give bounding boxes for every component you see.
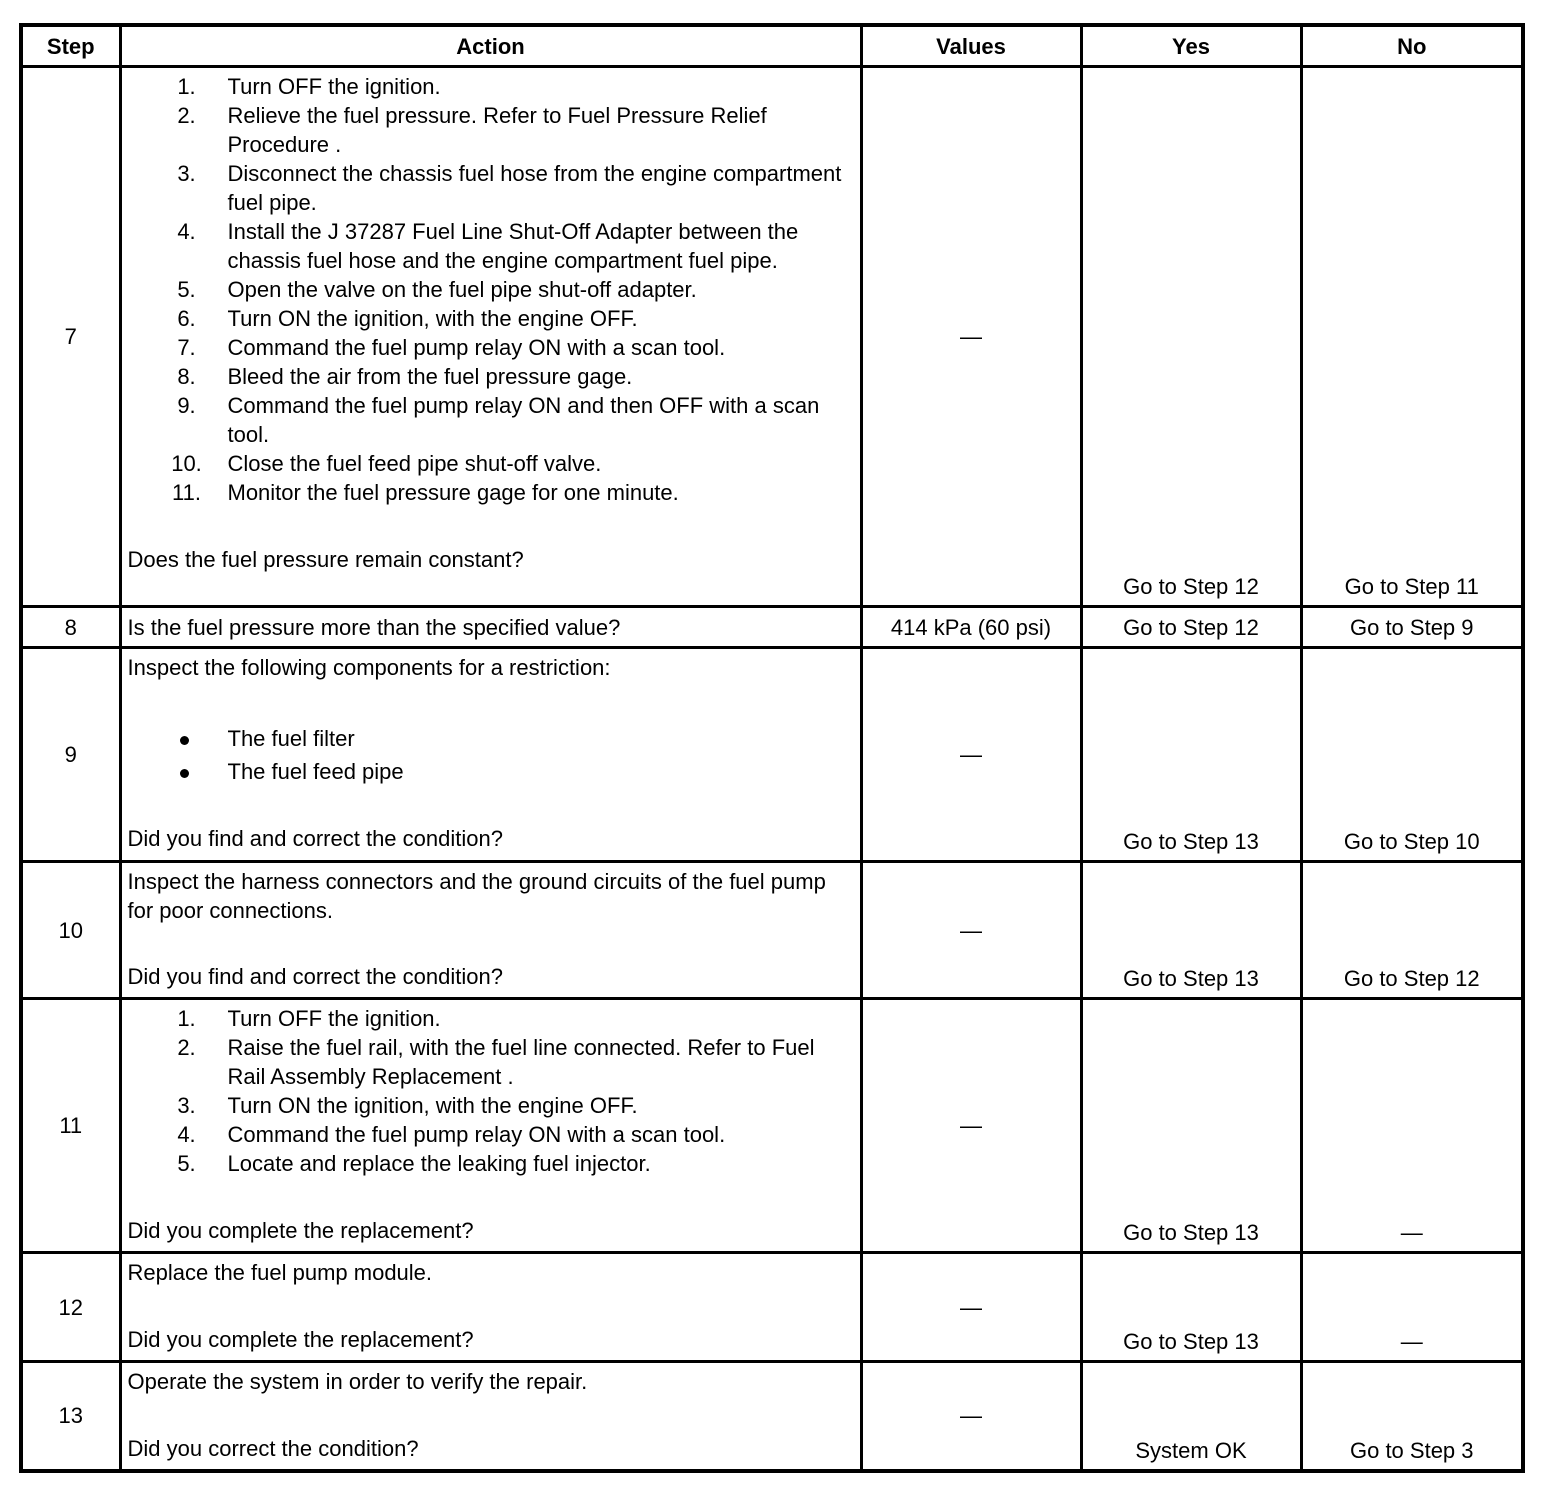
- table-row: [21, 1362, 1523, 1471]
- step-number: 10: [21, 862, 120, 999]
- component-list: [128, 724, 854, 786]
- step-number: 11: [21, 999, 120, 1253]
- header-values: Values: [861, 25, 1081, 67]
- procedure-step: 2. Raise the fuel rail, with the fuel line connected. Refer to Fuel Rail Assembly Replacement .: [177, 1035, 815, 1089]
- list-item: The fuel feed pipe: [128, 757, 854, 786]
- step-question: Did you complete the replacement?: [127, 1218, 474, 1243]
- step-question: Did you correct the condition?: [127, 1436, 419, 1461]
- header-action: Action: [120, 25, 861, 67]
- header-yes: Yes: [1081, 25, 1301, 67]
- yes-cell: Go to Step 13: [1081, 862, 1301, 999]
- procedure-step: 5. Open the valve on the fuel pipe shut-off adapter.: [177, 277, 697, 302]
- step-number: 13: [21, 1362, 120, 1471]
- step-question: Did you find and correct the condition?: [127, 826, 503, 851]
- no-cell: Go to Step 11: [1301, 67, 1523, 607]
- header-row: [21, 25, 1523, 67]
- table-row: [21, 67, 1523, 607]
- list-item: The fuel filter: [128, 724, 854, 753]
- procedure-step: 10. Close the fuel feed pipe shut-off valve.: [171, 451, 602, 476]
- procedure-step: 4. Install the J 37287 Fuel Line Shut-Off Adapter between the chassis fuel hose and the engine compartment fuel pipe.: [177, 219, 799, 273]
- table-row: [21, 1253, 1523, 1362]
- value-cell: —: [861, 67, 1081, 607]
- action-cell: [120, 862, 861, 999]
- no-cell: Go to Step 10: [1301, 648, 1523, 862]
- procedure-step: 7. Command the fuel pump relay ON with a scan tool.: [177, 335, 726, 360]
- no-cell: —: [1301, 1253, 1523, 1362]
- action-cell: [120, 1362, 861, 1471]
- procedure-list: [128, 1004, 854, 1178]
- procedure-step: 2. Relieve the fuel pressure. Refer to Fuel Pressure Relief Procedure .: [177, 103, 767, 157]
- step-intro: Inspect the harness connectors and the ground circuits of the fuel pump for poor connections.: [127, 869, 826, 923]
- yes-cell: Go to Step 13: [1081, 1253, 1301, 1362]
- step-number: 12: [21, 1253, 120, 1362]
- no-cell: —: [1301, 999, 1523, 1253]
- step-question: Did you complete the replacement?: [127, 1327, 474, 1352]
- procedure-step: 3. Turn ON the ignition, with the engine OFF.: [177, 1093, 638, 1118]
- action-cell: [120, 1253, 861, 1362]
- procedure-list: [128, 72, 854, 507]
- step-question: Did you find and correct the condition?: [127, 964, 503, 989]
- action-cell: [120, 648, 861, 862]
- step-intro: Operate the system in order to verify the repair.: [127, 1369, 588, 1394]
- procedure-step: 3. Disconnect the chassis fuel hose from the engine compartment fuel pipe.: [177, 161, 842, 215]
- action-cell: [120, 67, 861, 607]
- yes-cell: Go to Step 13: [1081, 999, 1301, 1253]
- action-cell: [120, 607, 861, 648]
- value-cell: 414 kPa (60 psi): [861, 607, 1081, 648]
- procedure-step: 1. Turn OFF the ignition.: [177, 1006, 441, 1031]
- value-cell: —: [861, 1362, 1081, 1471]
- step-intro: Replace the fuel pump module.: [127, 1260, 433, 1285]
- step-number: 7: [21, 67, 120, 607]
- step-question: Does the fuel pressure remain constant?: [127, 547, 524, 572]
- yes-cell: System OK: [1081, 1362, 1301, 1471]
- procedure-step: 11. Monitor the fuel pressure gage for one minute.: [172, 480, 679, 505]
- no-cell: Go to Step 9: [1301, 607, 1523, 648]
- table-row: [21, 999, 1523, 1253]
- step-question: Is the fuel pressure more than the specified value?: [127, 614, 621, 640]
- no-cell: Go to Step 3: [1301, 1362, 1523, 1471]
- table-row: [21, 862, 1523, 999]
- procedure-step: 6. Turn ON the ignition, with the engine OFF.: [177, 306, 638, 331]
- step-intro: Inspect the following components for a restriction:: [127, 655, 611, 680]
- diagnostic-table: [19, 23, 1525, 1473]
- procedure-step: 1. Turn OFF the ignition.: [177, 74, 441, 99]
- value-cell: —: [861, 648, 1081, 862]
- no-cell: Go to Step 12: [1301, 862, 1523, 999]
- value-cell: —: [861, 862, 1081, 999]
- yes-cell: Go to Step 12: [1081, 607, 1301, 648]
- header-step: Step: [21, 25, 120, 67]
- procedure-step: 8. Bleed the air from the fuel pressure gage.: [177, 364, 633, 389]
- value-cell: —: [861, 1253, 1081, 1362]
- yes-cell: Go to Step 13: [1081, 648, 1301, 862]
- step-number: 8: [21, 607, 120, 648]
- procedure-step: 4. Command the fuel pump relay ON with a scan tool.: [177, 1122, 726, 1147]
- step-number: 9: [21, 648, 120, 862]
- value-cell: —: [861, 999, 1081, 1253]
- action-cell: [120, 999, 861, 1253]
- table-row: [21, 648, 1523, 862]
- header-no: No: [1301, 25, 1523, 67]
- yes-cell: Go to Step 12: [1081, 67, 1301, 607]
- procedure-step: 5. Locate and replace the leaking fuel injector.: [177, 1151, 651, 1176]
- table-row: [21, 607, 1523, 648]
- procedure-step: 9. Command the fuel pump relay ON and then OFF with a scan tool.: [177, 393, 820, 447]
